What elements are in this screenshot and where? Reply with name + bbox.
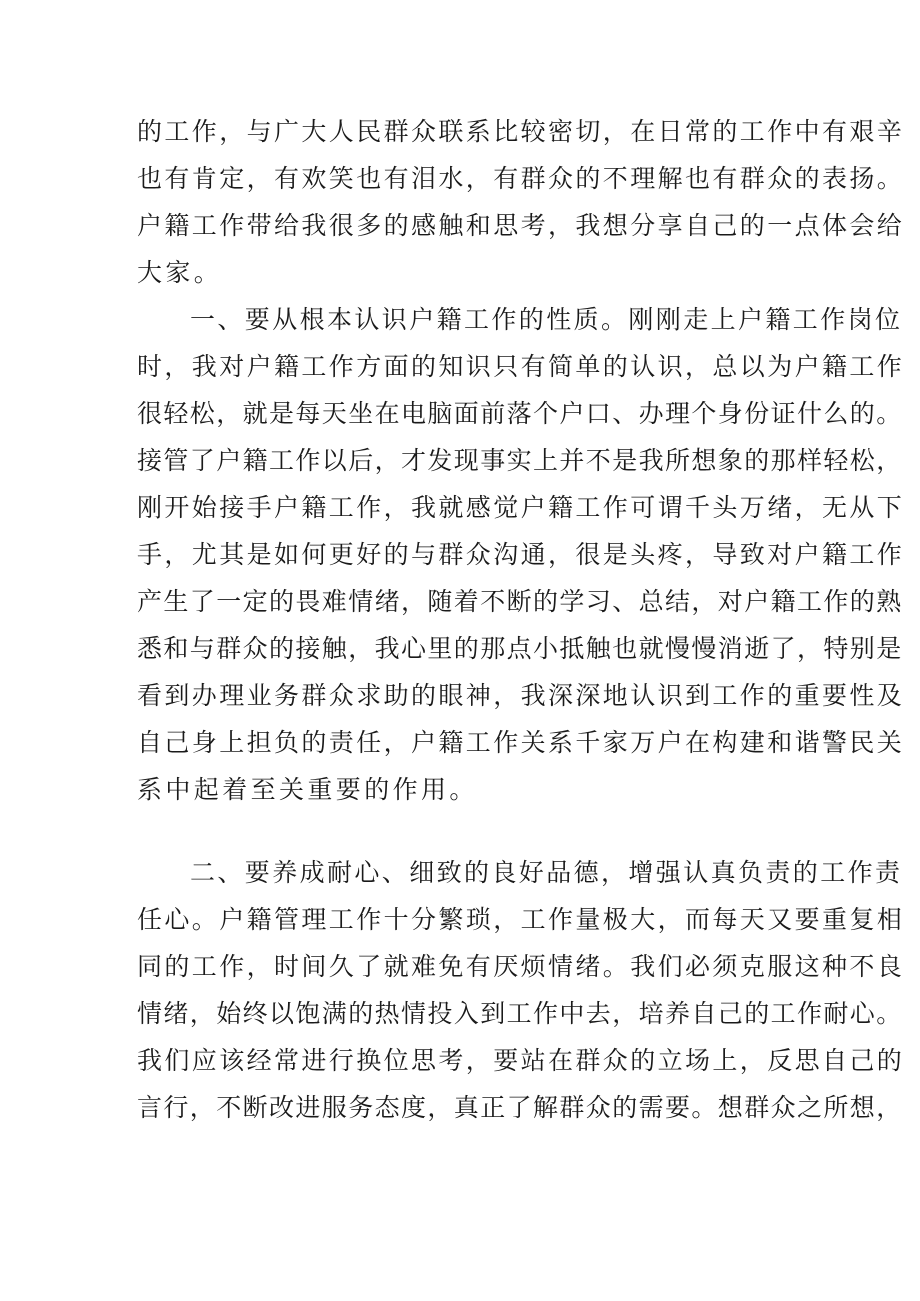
text-line: 手，尤其是如何更好的与群众沟通，很是头疼，导致对户籍工作: [137, 540, 905, 569]
paragraph-heading-line: 一、要从根本认识户籍工作的性质。刚刚走上户籍工作岗位: [190, 305, 903, 334]
text-line: 时，我对户籍工作方面的知识只有简单的认识，总以为户籍工作: [137, 352, 905, 381]
paragraph-heading-line: 二、要养成耐心、细致的良好品德，增强认真负责的工作责: [190, 858, 903, 887]
text-line: 产生了一定的畏难情绪，随着不断的学习、总结，对户籍工作的熟: [137, 587, 903, 616]
text-line: 任心。户籍管理工作十分繁琐，工作量极大，而每天又要重复相: [137, 905, 905, 934]
text-line: 我们应该经常进行换位思考，要站在群众的立场上，反思自己的: [137, 1046, 905, 1075]
text-line: 悉和与群众的接触，我心里的那点小抵触也就慢慢消逝了，特别是: [137, 634, 903, 663]
text-line: 也有肯定，有欢笑也有泪水，有群众的不理解也有群众的表扬。: [137, 164, 905, 193]
text-line: 刚开始接手户籍工作，我就感觉户籍工作可谓千头万绪，无从下: [137, 493, 905, 522]
text-line: 情绪，始终以饱满的热情投入到工作中去，培养自己的工作耐心。: [137, 999, 903, 1028]
text-line: 看到办理业务群众求助的眼神，我深深地认识到工作的重要性及: [137, 681, 905, 710]
text-line: 户籍工作带给我很多的感触和思考，我想分享自己的一点体会给: [137, 211, 905, 240]
text-line: 系中起着至关重要的作用。: [137, 775, 478, 804]
text-line: 的工作，与广大人民群众联系比较密切，在日常的工作中有艰辛: [137, 117, 905, 146]
text-line: 言行，不断改进服务态度，真正了解群众的需要。想群众之所想，: [137, 1093, 903, 1122]
text-line: 大家。: [137, 258, 223, 287]
text-line: 接管了户籍工作以后，才发现事实上并不是我所想象的那样轻松，: [137, 446, 903, 475]
text-line: 自己身上担负的责任，户籍工作关系千家万户在构建和谐警民关: [137, 728, 905, 757]
text-line: 很轻松，就是每天坐在电脑面前落个户口、办理个身份证什么的。: [137, 399, 903, 428]
text-line: 同的工作，时间久了就难免有厌烦情绪。我们必须克服这种不良: [137, 952, 905, 981]
